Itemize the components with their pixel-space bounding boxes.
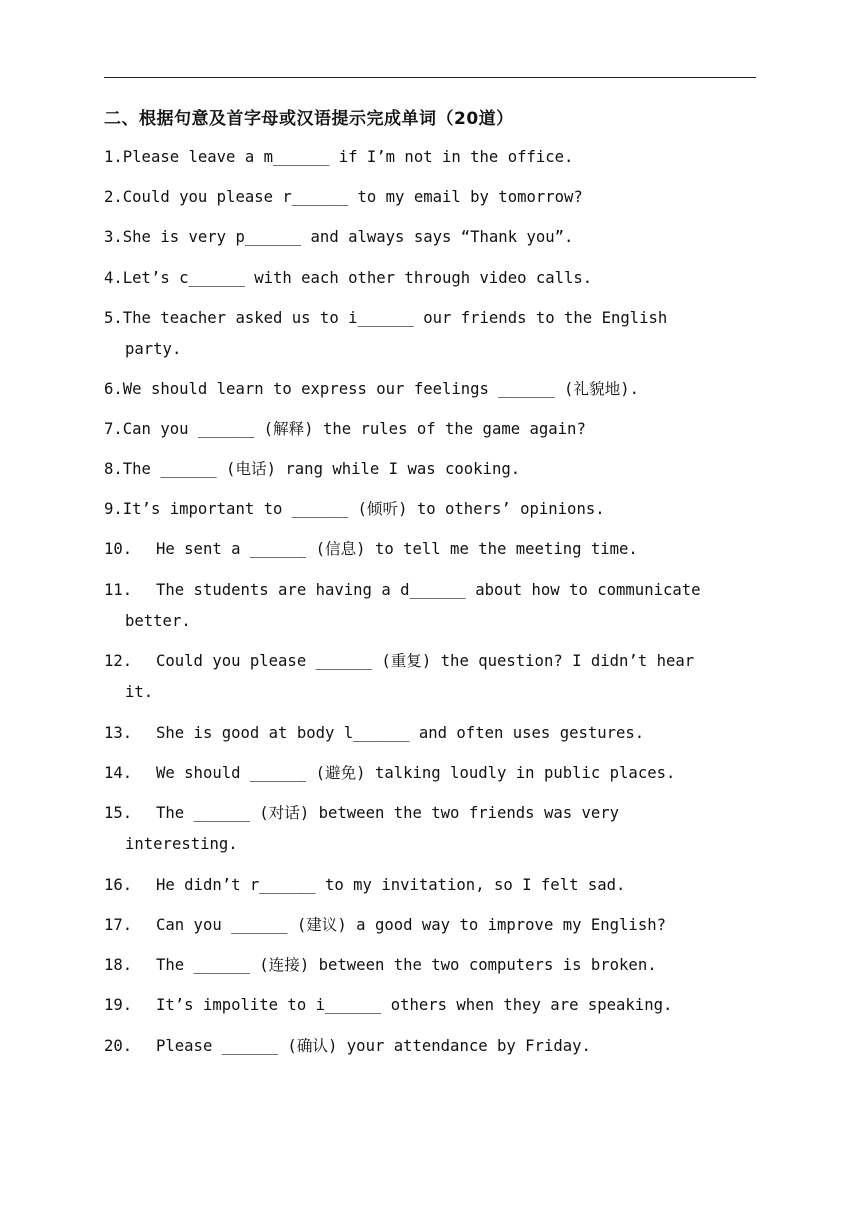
question-number: 19.: [104, 996, 133, 1014]
question-text-continued: party.: [125, 340, 182, 358]
question-text: He didn’t r______ to my invitation, so I felt sad.: [156, 876, 626, 894]
question-number: 20.: [104, 1037, 133, 1055]
question-text-continued: interesting.: [125, 835, 238, 853]
question-item: [104, 263, 756, 294]
question-text: Let’s c______ with each other through video calls.: [122, 269, 593, 287]
question-item: [104, 222, 756, 253]
question-number: 6.: [104, 380, 123, 398]
question-text-continued: better.: [125, 612, 191, 630]
question-text: The students are having a d______ about how to communicate: [156, 581, 701, 599]
question-item: [104, 575, 756, 637]
question-number: 8.: [104, 460, 123, 478]
question-item: [104, 910, 756, 941]
question-item: [104, 758, 756, 789]
question-number: 17.: [104, 916, 133, 934]
question-number: 1.: [104, 148, 123, 166]
question-text-continued: it.: [125, 683, 154, 701]
question-number: 10.: [104, 540, 133, 558]
question-item: [104, 142, 756, 173]
question-number: 7.: [104, 420, 123, 438]
question-text: She is very p______ and always says “Thank you”.: [122, 228, 574, 246]
question-text: Could you please r______ to my email by tomorrow?: [122, 188, 583, 206]
question-text: The ______ (连接) between the two computers is broken.: [156, 956, 657, 974]
question-number: 2.: [104, 188, 123, 206]
question-number: 14.: [104, 764, 133, 782]
question-text: Please leave a m______ if I’m not in the office.: [122, 148, 574, 166]
question-number: 16.: [104, 876, 133, 894]
question-item: [104, 646, 756, 708]
question-text: The ______ (对话) between the two friends was very: [156, 804, 620, 822]
question-text: It’s important to ______ (倾听) to others’ opinions.: [122, 500, 605, 518]
question-text: Can you ______ (建议) a good way to improve my English?: [156, 916, 666, 934]
question-item: [104, 718, 756, 749]
question-item: [104, 303, 756, 365]
question-number: 13.: [104, 724, 133, 742]
question-item: [104, 950, 756, 981]
question-text: Can you ______ (解释) the rules of the game again?: [122, 420, 586, 438]
question-number: 11.: [104, 581, 133, 599]
question-number: 4.: [104, 269, 123, 287]
question-item: [104, 374, 756, 405]
question-item: [104, 182, 756, 213]
question-number: 18.: [104, 956, 133, 974]
question-text: We should learn to express our feelings ______ (礼貌地).: [122, 380, 639, 398]
question-item: [104, 414, 756, 445]
question-text: The teacher asked us to i______ our friends to the English: [122, 309, 668, 327]
question-number: 15.: [104, 804, 133, 822]
question-number: 5.: [104, 309, 123, 327]
question-item: [104, 454, 756, 485]
question-number: 12.: [104, 652, 133, 670]
header-rule: [104, 77, 756, 78]
question-text: The ______ (电话) rang while I was cooking.: [122, 460, 521, 478]
question-text: We should ______ (避免) talking loudly in public places.: [156, 764, 676, 782]
section-title: 二、根据句意及首字母或汉语提示完成单词（20道）: [104, 109, 514, 129]
question-item: [104, 990, 756, 1021]
question-text: He sent a ______ (信息) to tell me the meeting time.: [156, 540, 638, 558]
question-text: Please ______ (确认) your attendance by Friday.: [156, 1037, 591, 1055]
question-item: [104, 494, 756, 525]
question-text: She is good at body l______ and often uses gestures.: [156, 724, 645, 742]
question-text: It’s impolite to i______ others when they are speaking.: [156, 996, 673, 1014]
question-number: 3.: [104, 228, 123, 246]
question-item: [104, 870, 756, 901]
question-item: [104, 1031, 756, 1062]
question-item: [104, 534, 756, 565]
question-item: [104, 798, 756, 860]
question-number: 9.: [104, 500, 123, 518]
question-text: Could you please ______ (重复) the question? I didn’t hear: [156, 652, 695, 670]
